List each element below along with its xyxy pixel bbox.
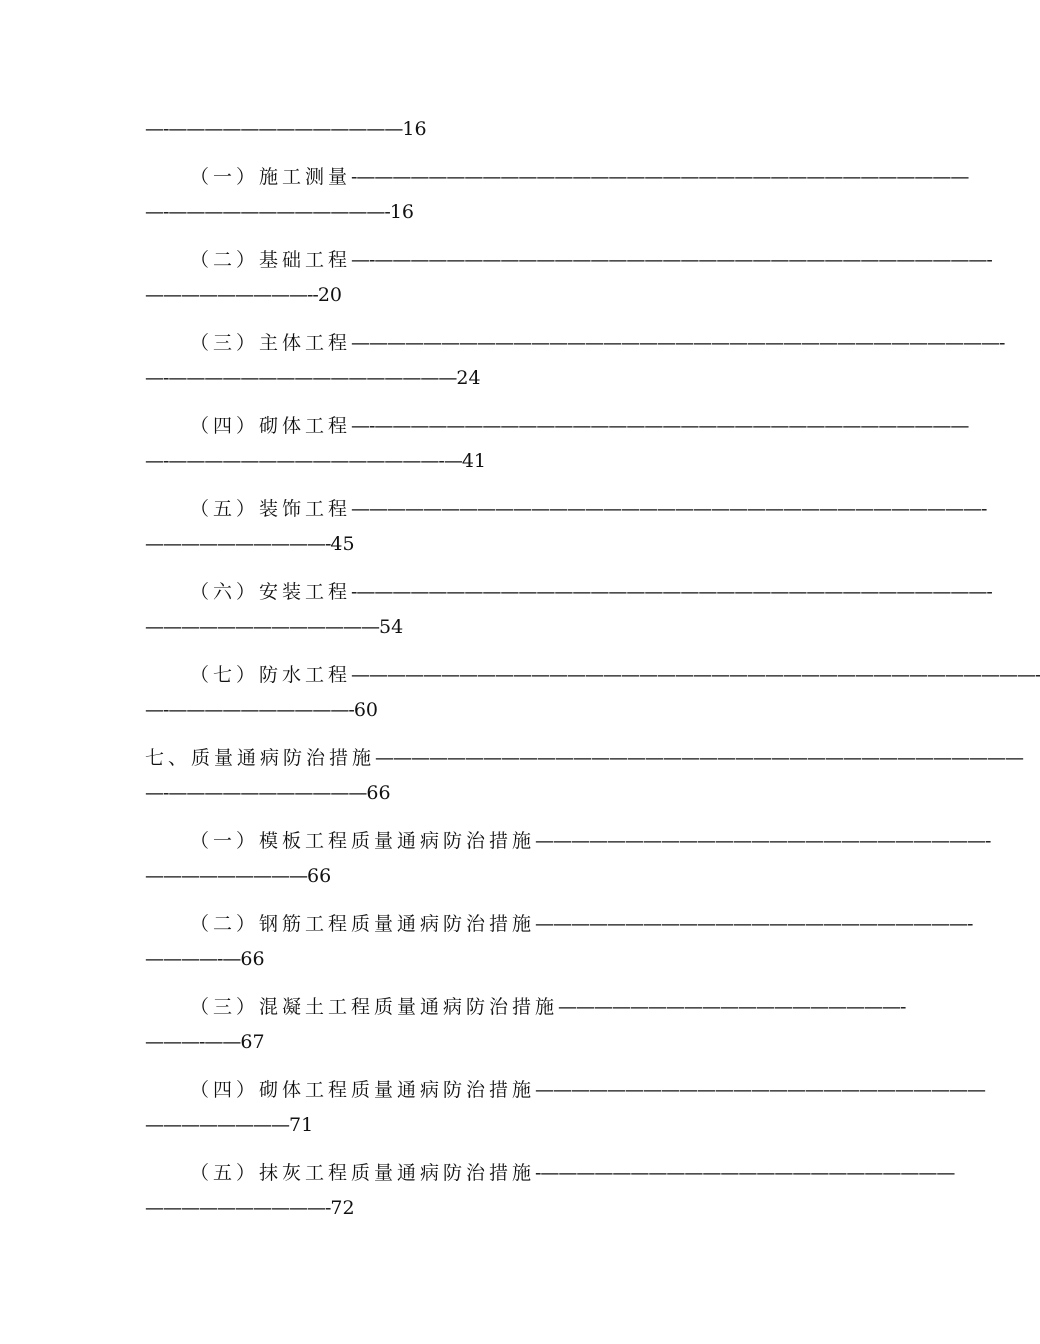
- toc-entry[interactable]: [190, 579, 992, 605]
- toc-leader: —-—————————————: [145, 118, 403, 140]
- toc-leader: —-————————————————: [145, 367, 457, 389]
- toc-page-number: 20: [317, 284, 343, 306]
- toc-entry-continuation: [145, 531, 355, 557]
- toc-entry-continuation: [145, 1112, 313, 1138]
- toc-leader: —————————--: [145, 284, 318, 306]
- toc-leader: —————————————: [145, 616, 379, 638]
- toc-entry[interactable]: [190, 1160, 955, 1186]
- toc-entry-continuation: [145, 1029, 265, 1055]
- toc-leader: —-——————————————————————————————————-: [351, 249, 992, 271]
- toc-entry[interactable]: [190, 247, 992, 273]
- toc-leader: —————————: [145, 865, 307, 887]
- toc-entry[interactable]: [190, 911, 973, 937]
- toc-page-number: 72: [330, 1197, 355, 1219]
- toc-leader: ———-——: [145, 1031, 241, 1053]
- toc-entry[interactable]: [190, 1077, 986, 1103]
- toc-leader: —-——————————-: [145, 699, 354, 721]
- toc-leader: —-————————————-: [145, 201, 390, 223]
- toc-entry-label: （一）施工测量: [190, 166, 352, 188]
- toc-entry-label: （五）装饰工程: [190, 498, 352, 520]
- toc-entry-label: （七）防水工程: [190, 664, 352, 686]
- toc-leader: ——————————-: [145, 1197, 331, 1219]
- toc-leader: -———————————————————————————————————-: [351, 581, 992, 603]
- toc-entry-level1[interactable]: [145, 745, 1024, 771]
- toc-entry[interactable]: [190, 828, 991, 854]
- toc-entry-label: （三）混凝土工程质量通病防治措施: [190, 996, 559, 1018]
- toc-leader: —————————————————————————: [535, 1079, 986, 1101]
- toc-leader: —-———————————: [145, 782, 367, 804]
- toc-leader: ————————: [145, 1114, 289, 1136]
- toc-entry-continuation: [145, 863, 331, 889]
- toc-leader: —-———————————————-—: [145, 450, 462, 472]
- toc-entry[interactable]: [190, 496, 987, 522]
- toc-leader: ————————————————————————-: [535, 913, 973, 935]
- toc-entry-continuation: [145, 365, 481, 391]
- toc-page-number: 24: [456, 367, 481, 389]
- toc-entry-continuation: [145, 614, 403, 640]
- toc-entry[interactable]: [190, 662, 1040, 688]
- toc-entry-label: （二）钢筋工程质量通病防治措施: [190, 913, 536, 935]
- toc-entry-continuation: [145, 1195, 355, 1221]
- toc-leader: —-—————————————————————————————————: [351, 415, 969, 437]
- toc-leader: ————————————————————————————————————-: [351, 332, 1005, 354]
- toc-page-number: 45: [330, 533, 355, 555]
- toc-leader: ————————————————————————————————————: [375, 747, 1024, 769]
- toc-entry-label: （三）主体工程: [190, 332, 352, 354]
- toc-page-number: 71: [289, 1114, 314, 1136]
- toc-entry-label: （四）砌体工程: [190, 415, 352, 437]
- toc-entry[interactable]: [190, 330, 1005, 356]
- toc-entry-continuation: [145, 448, 486, 474]
- toc-entry[interactable]: [190, 164, 969, 190]
- toc-leader: —————————————————————————-: [535, 830, 991, 852]
- toc-entry-continuation: [145, 946, 265, 972]
- toc-entry-continuation: [145, 780, 391, 806]
- toc-entry-label: （二）基础工程: [190, 249, 352, 271]
- toc-page-number: 67: [240, 1031, 265, 1053]
- toc-entry-label: （五）抹灰工程质量通病防治措施: [190, 1162, 536, 1184]
- toc-leader: -———————————————————————: [535, 1162, 955, 1184]
- toc-entry-label: （一）模板工程质量通病防治措施: [190, 830, 536, 852]
- toc-leader: ———————————————————————————————————-: [351, 498, 987, 520]
- toc-page-number: 66: [366, 782, 391, 804]
- toc-page-number: 66: [240, 948, 265, 970]
- toc-leader: ————-—: [145, 948, 241, 970]
- toc-page-number: 60: [353, 699, 379, 721]
- toc-continuation-top: [145, 116, 427, 142]
- toc-entry-label: （四）砌体工程质量通病防治措施: [190, 1079, 536, 1101]
- toc-entry[interactable]: [190, 413, 969, 439]
- toc-leader: ——————————————————————————————————————-: [351, 664, 1040, 686]
- toc-page-number: 16: [389, 201, 415, 223]
- toc-leader: ——————————-: [145, 533, 331, 555]
- toc-page-number: 66: [307, 865, 332, 887]
- toc-entry[interactable]: [190, 994, 906, 1020]
- toc-entry-continuation: [145, 199, 414, 225]
- toc-entry-continuation: [145, 697, 378, 723]
- toc-entry-label: 七、质量通病防治措施: [145, 747, 376, 769]
- toc-leader: -——————————————————————————————————: [351, 166, 969, 188]
- toc-entry-continuation: [145, 282, 342, 308]
- toc-page-number: 41: [461, 450, 487, 472]
- toc-page-number: 54: [379, 616, 404, 638]
- toc-page-number: 16: [402, 118, 427, 140]
- toc-leader: ———————————————————-: [558, 996, 906, 1018]
- toc-entry-label: （六）安装工程: [190, 581, 352, 603]
